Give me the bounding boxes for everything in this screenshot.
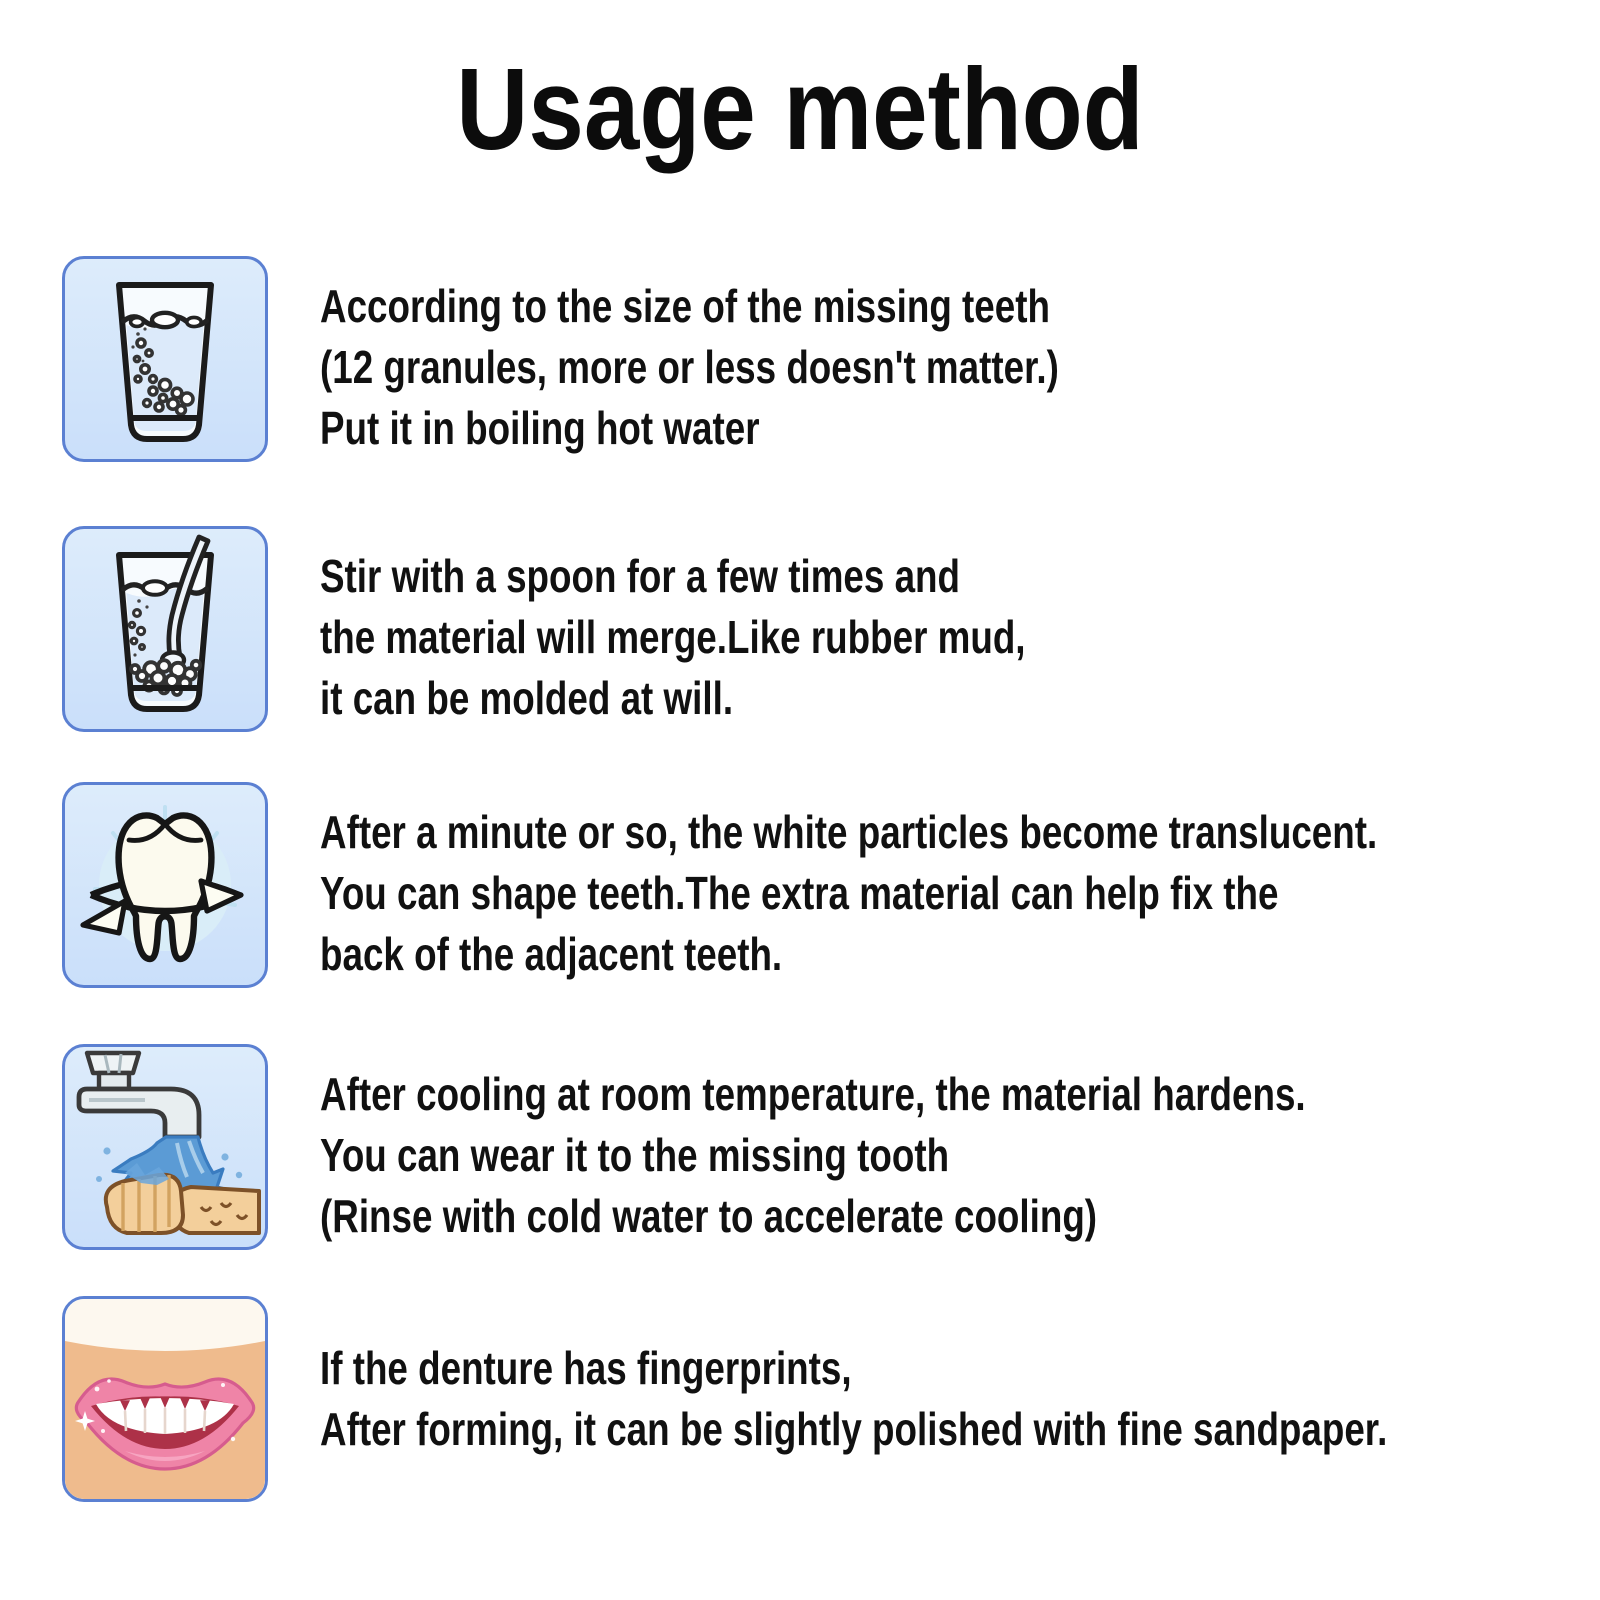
step-4-text	[320, 1064, 1306, 1247]
rotating-tooth-icon	[62, 782, 268, 988]
step-2-line-3: it can be molded at will.	[320, 671, 734, 724]
step-3-line-2: You can shape teeth.The extra material can help fix the	[320, 866, 1279, 919]
page-title: Usage method	[456, 44, 1144, 174]
step-1-line-2: (12 granules, more or less doesn't matter.)	[320, 340, 1059, 393]
step-5-text	[320, 1338, 1387, 1460]
step-3-line-3: back of the adjacent teeth.	[320, 927, 783, 980]
step-2-line-1: Stir with a spoon for a few times and	[320, 549, 960, 602]
step-row-3	[62, 782, 1600, 988]
step-5-line-2: After forming, it can be slightly polished with fine sandpaper.	[320, 1403, 1388, 1455]
step-3-line-1: After a minute or so, the white particles become translucent.	[320, 805, 1378, 858]
glass-of-water-with-granules-icon	[62, 256, 268, 462]
step-4-line-3: (Rinse with cold water to accelerate cooling)	[320, 1189, 1098, 1242]
step-3-text	[320, 802, 1377, 985]
step-row-2	[62, 526, 1202, 732]
step-5-line-1: If the denture has fingerprints,	[320, 1342, 852, 1394]
step-4-line-2: You can wear it to the missing tooth	[320, 1128, 950, 1181]
step-1-text	[320, 276, 1059, 459]
step-row-5	[62, 1296, 1600, 1502]
glass-with-spoon-stir-icon	[62, 526, 268, 732]
step-2-line-2: the material will merge.Like rubber mud,	[320, 610, 1026, 663]
faucet-water-hands-icon	[62, 1044, 268, 1250]
smiling-mouth-teeth-icon	[62, 1296, 268, 1502]
step-4-line-1: After cooling at room temperature, the material hardens.	[320, 1067, 1306, 1120]
step-row-1	[62, 256, 1244, 462]
step-row-4	[62, 1044, 1552, 1250]
faucet-water-hands-icon	[65, 1047, 265, 1247]
step-2-text	[320, 546, 1026, 729]
step-1-line-3: Put it in boiling hot water	[320, 401, 760, 454]
smiling-mouth-teeth-icon	[65, 1299, 265, 1499]
rotating-tooth-icon	[65, 785, 265, 985]
glass-with-spoon-stir-icon	[65, 529, 265, 729]
step-1-line-1: According to the size of the missing teeth	[320, 279, 1050, 332]
glass-of-water-with-granules-icon	[65, 259, 265, 459]
